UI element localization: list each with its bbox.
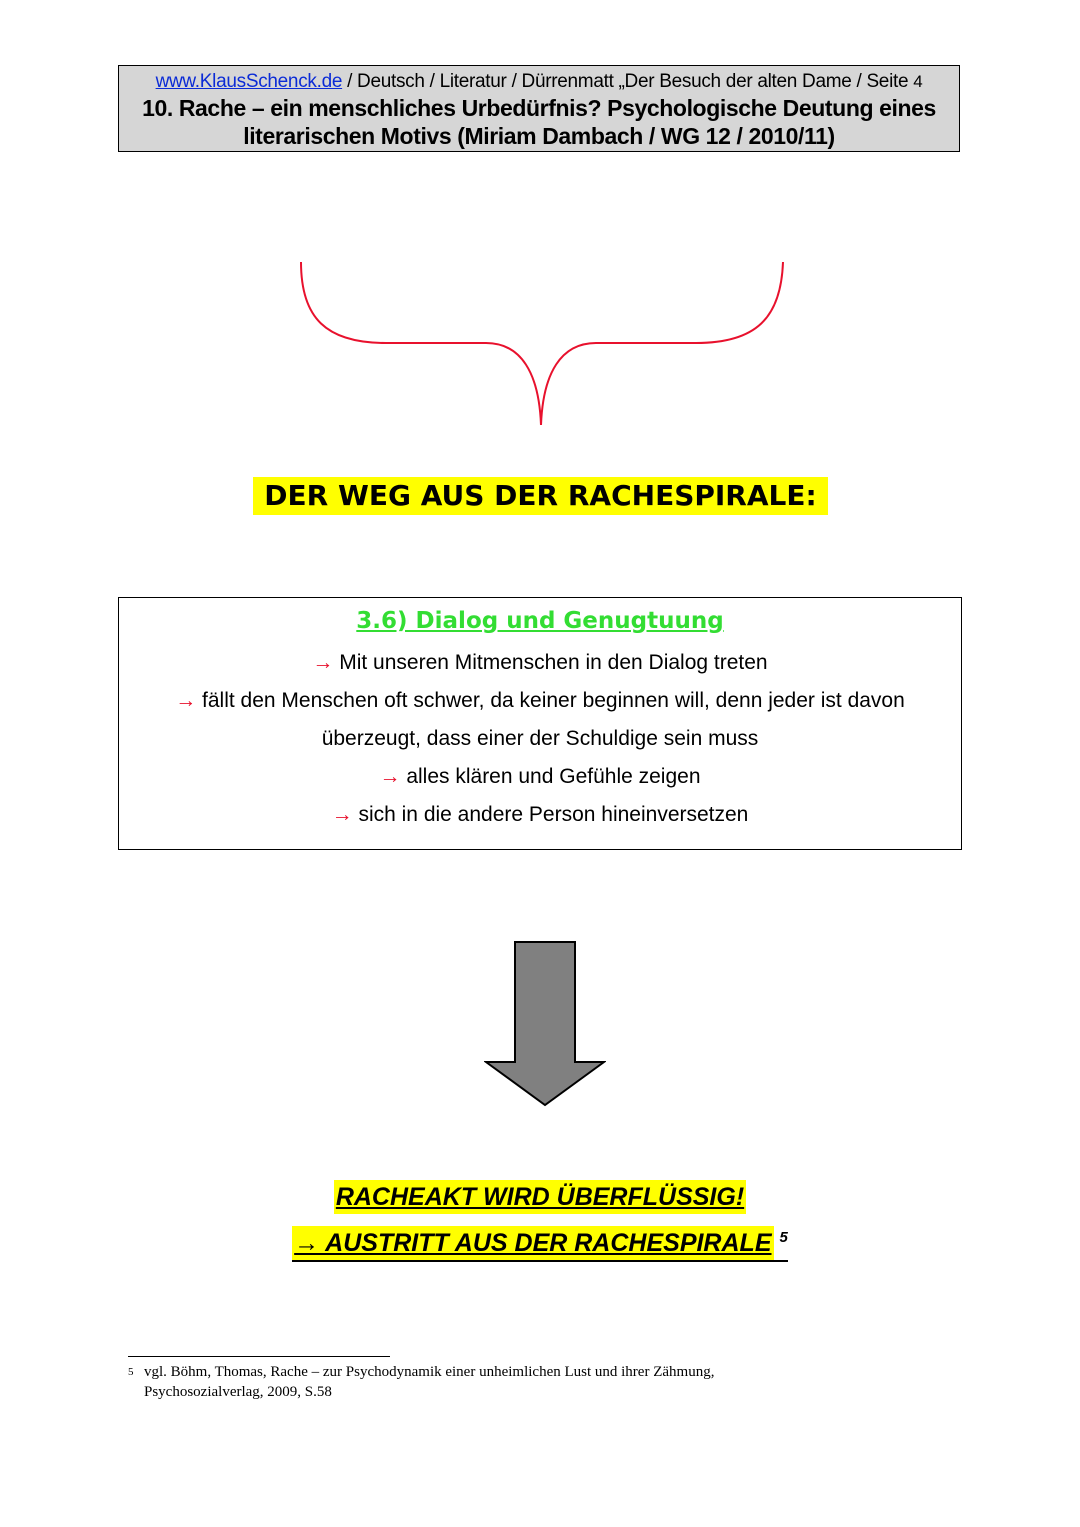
arrow-right-icon: → (331, 803, 353, 826)
website-link[interactable]: www.KlausSchenck.de (155, 71, 343, 92)
document-header (118, 65, 960, 152)
footnote (128, 1362, 928, 1402)
section-heading: DER WEG AUS DER RACHESPIRALE: (253, 477, 828, 515)
footnote-divider (128, 1356, 390, 1357)
footnote-text-line-1: vgl. Böhm, Thomas, Rache – zur Psychodynamik einer unheimlichen Lust und ihrer Zähmung, (144, 1364, 715, 1380)
box-line (119, 682, 961, 720)
footnote-text-line-2: Psychosozialverlag, 2009, S.58 (144, 1384, 332, 1400)
arrow-right-icon: → (312, 651, 334, 674)
box-line-text: alles klären und Gefühle zeigen (400, 765, 701, 788)
box-line-text: sich in die andere Person hineinversetzen (352, 803, 749, 826)
page-number: 4 (913, 72, 923, 91)
box-line-text: fällt den Menschen oft schwer, da keiner beginnen will, denn jeder ist davon (196, 689, 905, 712)
header-breadcrumb: / Deutsch / Literatur / Dürrenmatt „Der Besuch der alten Dame / Seite (342, 71, 914, 92)
header-title-line-2: literarischen Motivs (Miriam Dambach / WG 12 / 2010/11) (243, 123, 835, 149)
box-lines (119, 644, 961, 834)
box-line-text: Mit unseren Mitmenschen in den Dialog treten (333, 651, 768, 674)
conclusion-line-1: RACHEAKT WIRD ÜBERFLÜSSIG! (334, 1180, 746, 1214)
arrow-right-icon: → (175, 689, 197, 712)
box-title: 3.6) Dialog und Genugtuung (356, 608, 724, 634)
box-line (119, 796, 961, 834)
conclusion (0, 1180, 1080, 1262)
header-breadcrumb-line (119, 70, 959, 94)
arrow-right-icon: → (379, 765, 401, 788)
conclusion-line-2: → AUSTRITT AUS DER RACHESPIRALE (292, 1226, 773, 1260)
curly-brace-icon (296, 258, 788, 428)
dialog-box (118, 597, 962, 850)
header-title-line-1: 10. Rache – ein menschliches Urbedürfnis? Psychologische Deutung eines (142, 95, 936, 121)
footnote-reference: 5 (779, 1228, 788, 1246)
footnote-number: 5 (128, 1366, 134, 1378)
box-line (119, 720, 961, 758)
box-line (119, 644, 961, 682)
arrow-down-icon (484, 940, 606, 1108)
box-line (119, 758, 961, 796)
box-line-text: überzeugt, dass einer der Schuldige sein muss (321, 727, 759, 750)
